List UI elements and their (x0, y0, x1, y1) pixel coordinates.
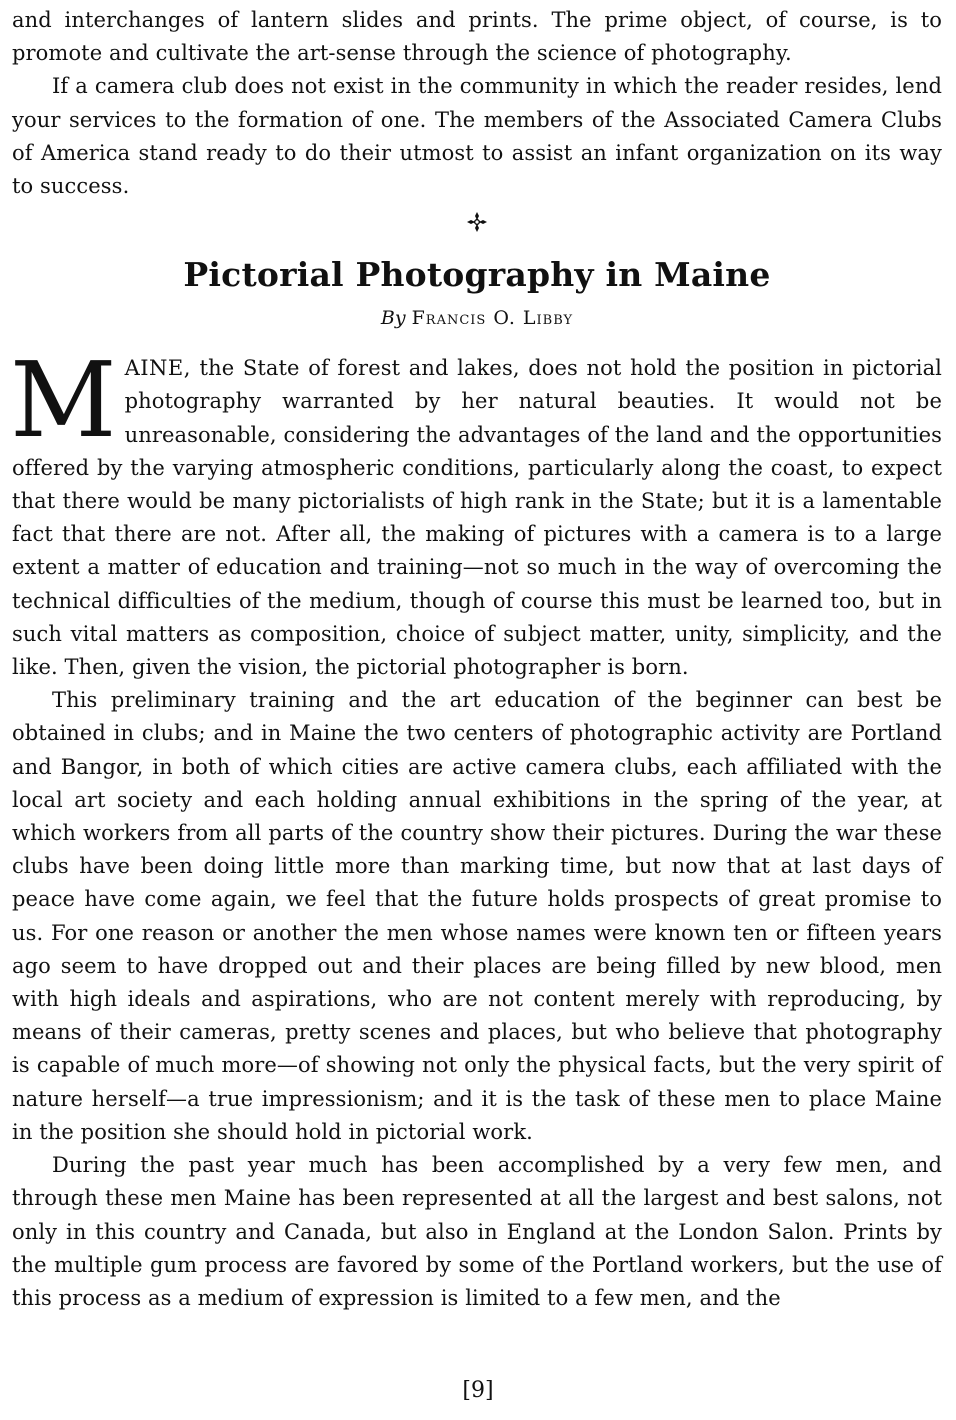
section-ornament (12, 207, 942, 237)
article-paragraph-1 (10, 339, 942, 684)
continued-paragraph: and interchanges of lantern slides and prints. The prime object, of course, is to promote and cultivate the art-sense through the science of photography. (12, 8, 942, 66)
camera-club-paragraph: If a camera club does not exist in the community in which the reader resides, lend your services to the formation of one. The members of the Associated Camera Clubs of America stand ready to do their utmost to assist an infant organization on its way to success. (12, 74, 942, 199)
drop-cap: M (10, 339, 117, 462)
article-title: Pictorial Photography in Maine (183, 255, 771, 295)
author-name: Francis O. Libby (411, 307, 574, 330)
quatrefoil-ornament-icon (466, 211, 488, 233)
paragraph-1-text: the State of forest and lakes, does not hold the position in pictorial photography warranted by her natural beauties. It would not be unreasonable, considering the advantages of the land and the opportunities offered by the varying atmospheric conditions, particularly along the coast, to expect that there would be many pictorialists of high rank in the State; but it is a lamentable fact that there are not. After all, the making of pictures with a camera is to a large extent a matter of education and training—not so much in the way of overcoming the technical difficulties of the medium, though of course this must be learned too, but in such vital matters as composition, choice of subject matter, unity, simplicity, and the like. Then, given the vision, the pictorial photographer is born. (12, 356, 942, 680)
article-paragraph-3: During the past year much has been accomplished by a very few men, and through these men Maine has been represented at all the largest and best salons, not only in this country and Canada, but also in England at the London Salon. Prints by the multiple gum process are favored by some of the Portland workers, but the use of this process as a medium of expression is limited to a few men, and the (12, 1153, 942, 1310)
article-byline (12, 303, 942, 333)
article-paragraph-1-wrapper (10, 339, 942, 684)
article-paragraph-2: This preliminary training and the art education of the beginner can best be obtained in clubs; and in Maine the two centers of photographic activity are Portland and Bangor, in both of which cities are active camera clubs, each affiliated with the local art society and each holding annual exhibitions in the spring of the year, at which workers from all parts of the country show their pictures. During the war these clubs have been doing little more than marking time, but now that at last days of peace have come again, we feel that the future holds prospects of great promise to us. For one reason or another the men whose names were known ten or fifteen years ago seem to have dropped out and their places are being filled by new blood, men with high ideals and aspirations, who are not content merely with reproducing, by means of their cameras, pretty scenes and places, but who believe that photography is capable of much more—of showing not only the physical facts, but the very spirit of nature herself—a true impressionism; and it is the task of these men to place Maine in the position she should hold in pictorial work. (12, 688, 942, 1144)
page-body (12, 4, 942, 1315)
page-number: [9] (462, 1378, 494, 1403)
lead-word: AINE, (124, 356, 191, 381)
byline-prefix: By (380, 307, 406, 330)
